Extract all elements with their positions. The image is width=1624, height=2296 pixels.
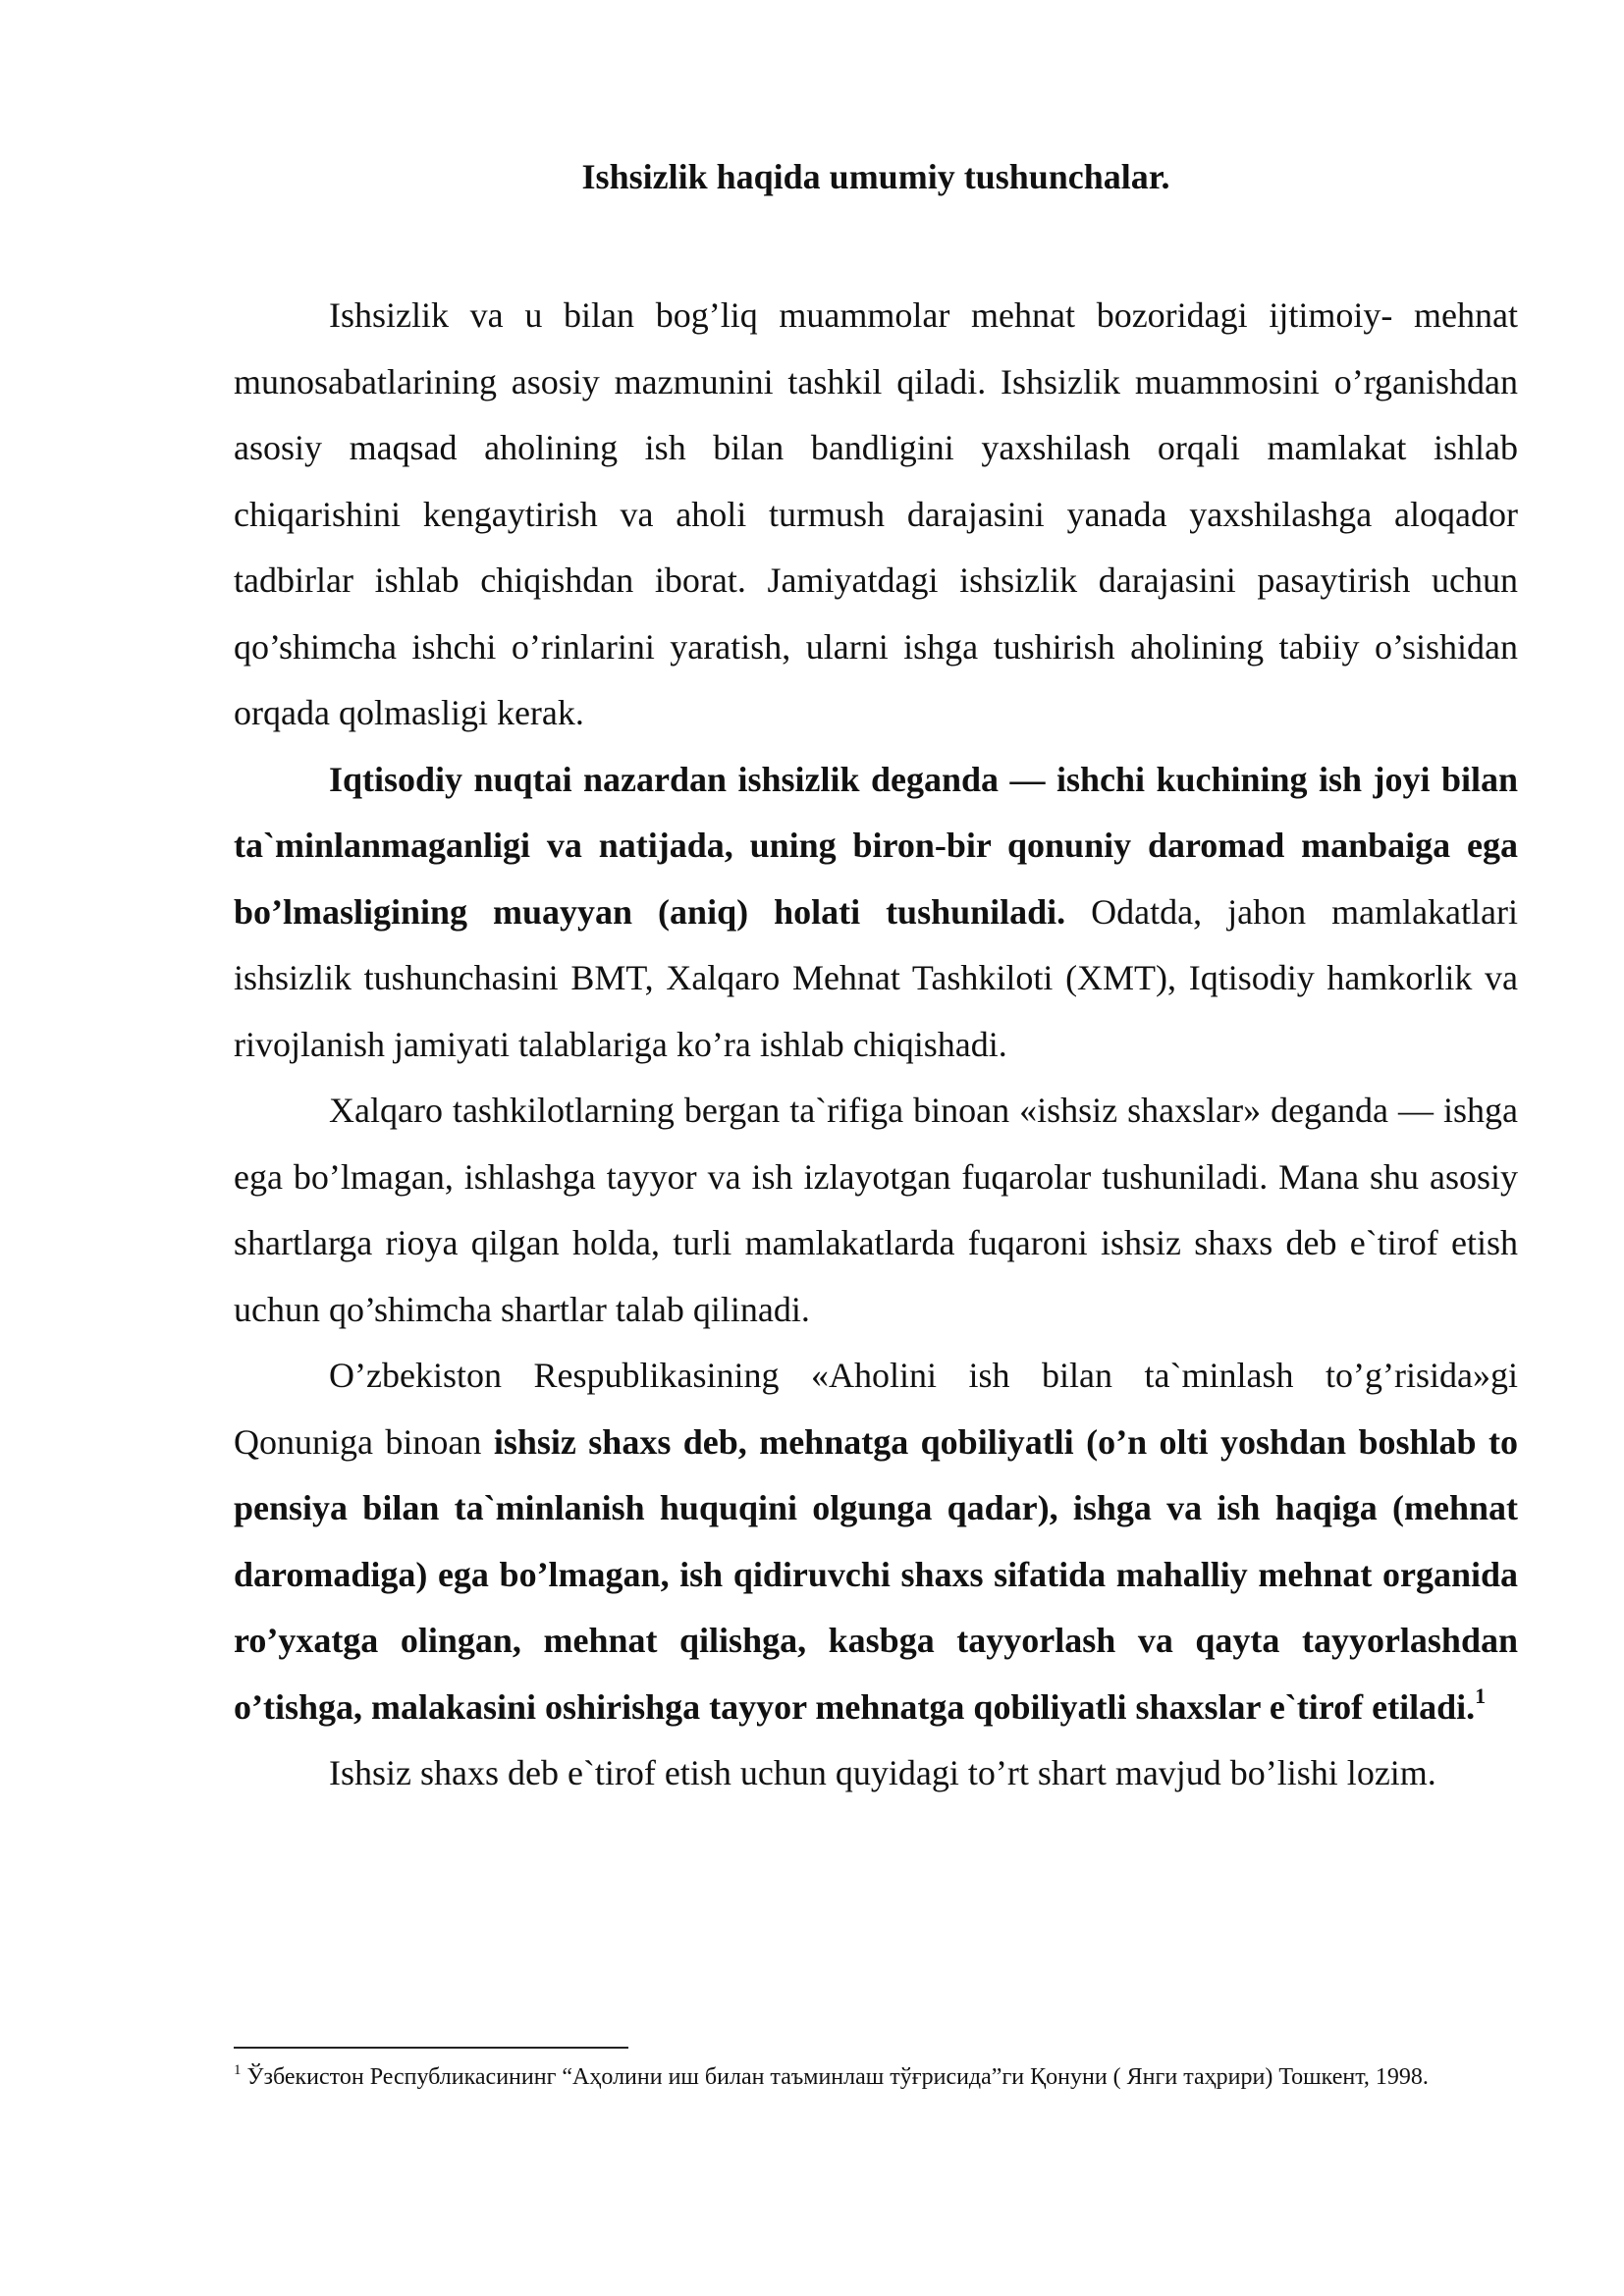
document-title: Ishsizlik haqida umumiy tushunchalar. [581, 157, 1170, 196]
footnote [234, 2061, 1518, 2094]
paragraph-2-text: Odatda, jahon mamlakatlari ishsizlik tushunchasini BMT, Xalqaro Mehnat Tashkiloti (XMT), Iqtisodiy hamkorlik va rivojlanish jamiyati talablariga ko’ra ishlab chiqishadi. [234, 891, 1518, 1064]
paragraph-2 [234, 747, 1518, 1079]
footnote-reference[interactable]: 1 [1475, 1682, 1487, 1708]
footnote-text: Ўзбекистон Республикасининг “Аҳолини иш билан таъминлаш тўғрисида”ги Қонуни ( Янги таҳрири) Тошкент, 1998. [241, 2064, 1429, 2090]
paragraph-4-text: O’zbekiston Respublikasining «Aholini ish bilan ta`minlash to’g’risida»gi Qonuniga binoan [234, 1356, 1518, 1462]
footnote-number: 1 [234, 2062, 242, 2078]
paragraph-2-bold-definition: Iqtisodiy nuqtai nazardan ishsizlik deganda — ishchi kuchining ish joyi bilan ta`minlanmaganligi va natijada, uning biron-bir qonuniy daromad manbaiga ega bo’lmasligining muayyan (aniq) holati tushuniladi. [234, 759, 1518, 932]
paragraph-4 [234, 1343, 1518, 1740]
paragraph-4-bold-definition: ishsiz shaxs deb, mehnatga qobiliyatli (o’n olti yoshdan boshlab to pensiya bilan ta`minlanish huquqini olgunga qadar), ishga va ish haqiga (mehnat daromadiga) ega bo’lmagan, ish qidiruvchi shaxs sifatida mahalliy mehnat organida ro’yxatga olingan, mehnat qilishga, kasbga tayyorlash va qayta tayyorlashdan o’tishga, malakasini oshirishga tayyor mehnatga qobiliyatli shaxslar e`tirof etiladi. [234, 1421, 1518, 1727]
footnote-separator [234, 2047, 628, 2049]
paragraph-3: Xalqaro tashkilotlarning bergan ta`rifiga binoan «ishsiz shaxslar» deganda — ishga ega bo’lmagan, ishlashga tayyor va ish izlayotgan fuqarolar tushuniladi. Mana shu asosiy shartlarga rioya qilgan holda, turli mamlakatlarda fuqaroni ishsiz shaxs deb e`tirof etish uchun qo’shimcha shartlar talab qilinadi. [234, 1091, 1518, 1329]
paragraph-1: Ishsizlik va u bilan bog’liq muammolar mehnat bozoridagi ijtimoiy- mehnat munosabatlarining asosiy mazmunini tashkil qiladi. Ishsizlik muammosini o’rganishdan asosiy maqsad aholining ish bilan bandligini yaxshilash orqali mamlakat ishlab chiqarishini kengaytirish va aholi turmush darajasini yanada yaxshilashga aloqador tadbirlar ishlab chiqishdan iborat. Jamiyatdagi ishsizlik darajasini pasaytirish uchun qo’shimcha ishchi o’rinlarini yaratish, ularni ishga tushirish aholining tabiiy o’sishidan orqada qolmasligi kerak. [234, 295, 1518, 732]
document-body [234, 283, 1518, 1807]
paragraph-5: Ishsiz shaxs deb e`tirof etish uchun quyidagi to’rt shart mavjud bo’lishi lozim. [329, 1753, 1436, 1792]
